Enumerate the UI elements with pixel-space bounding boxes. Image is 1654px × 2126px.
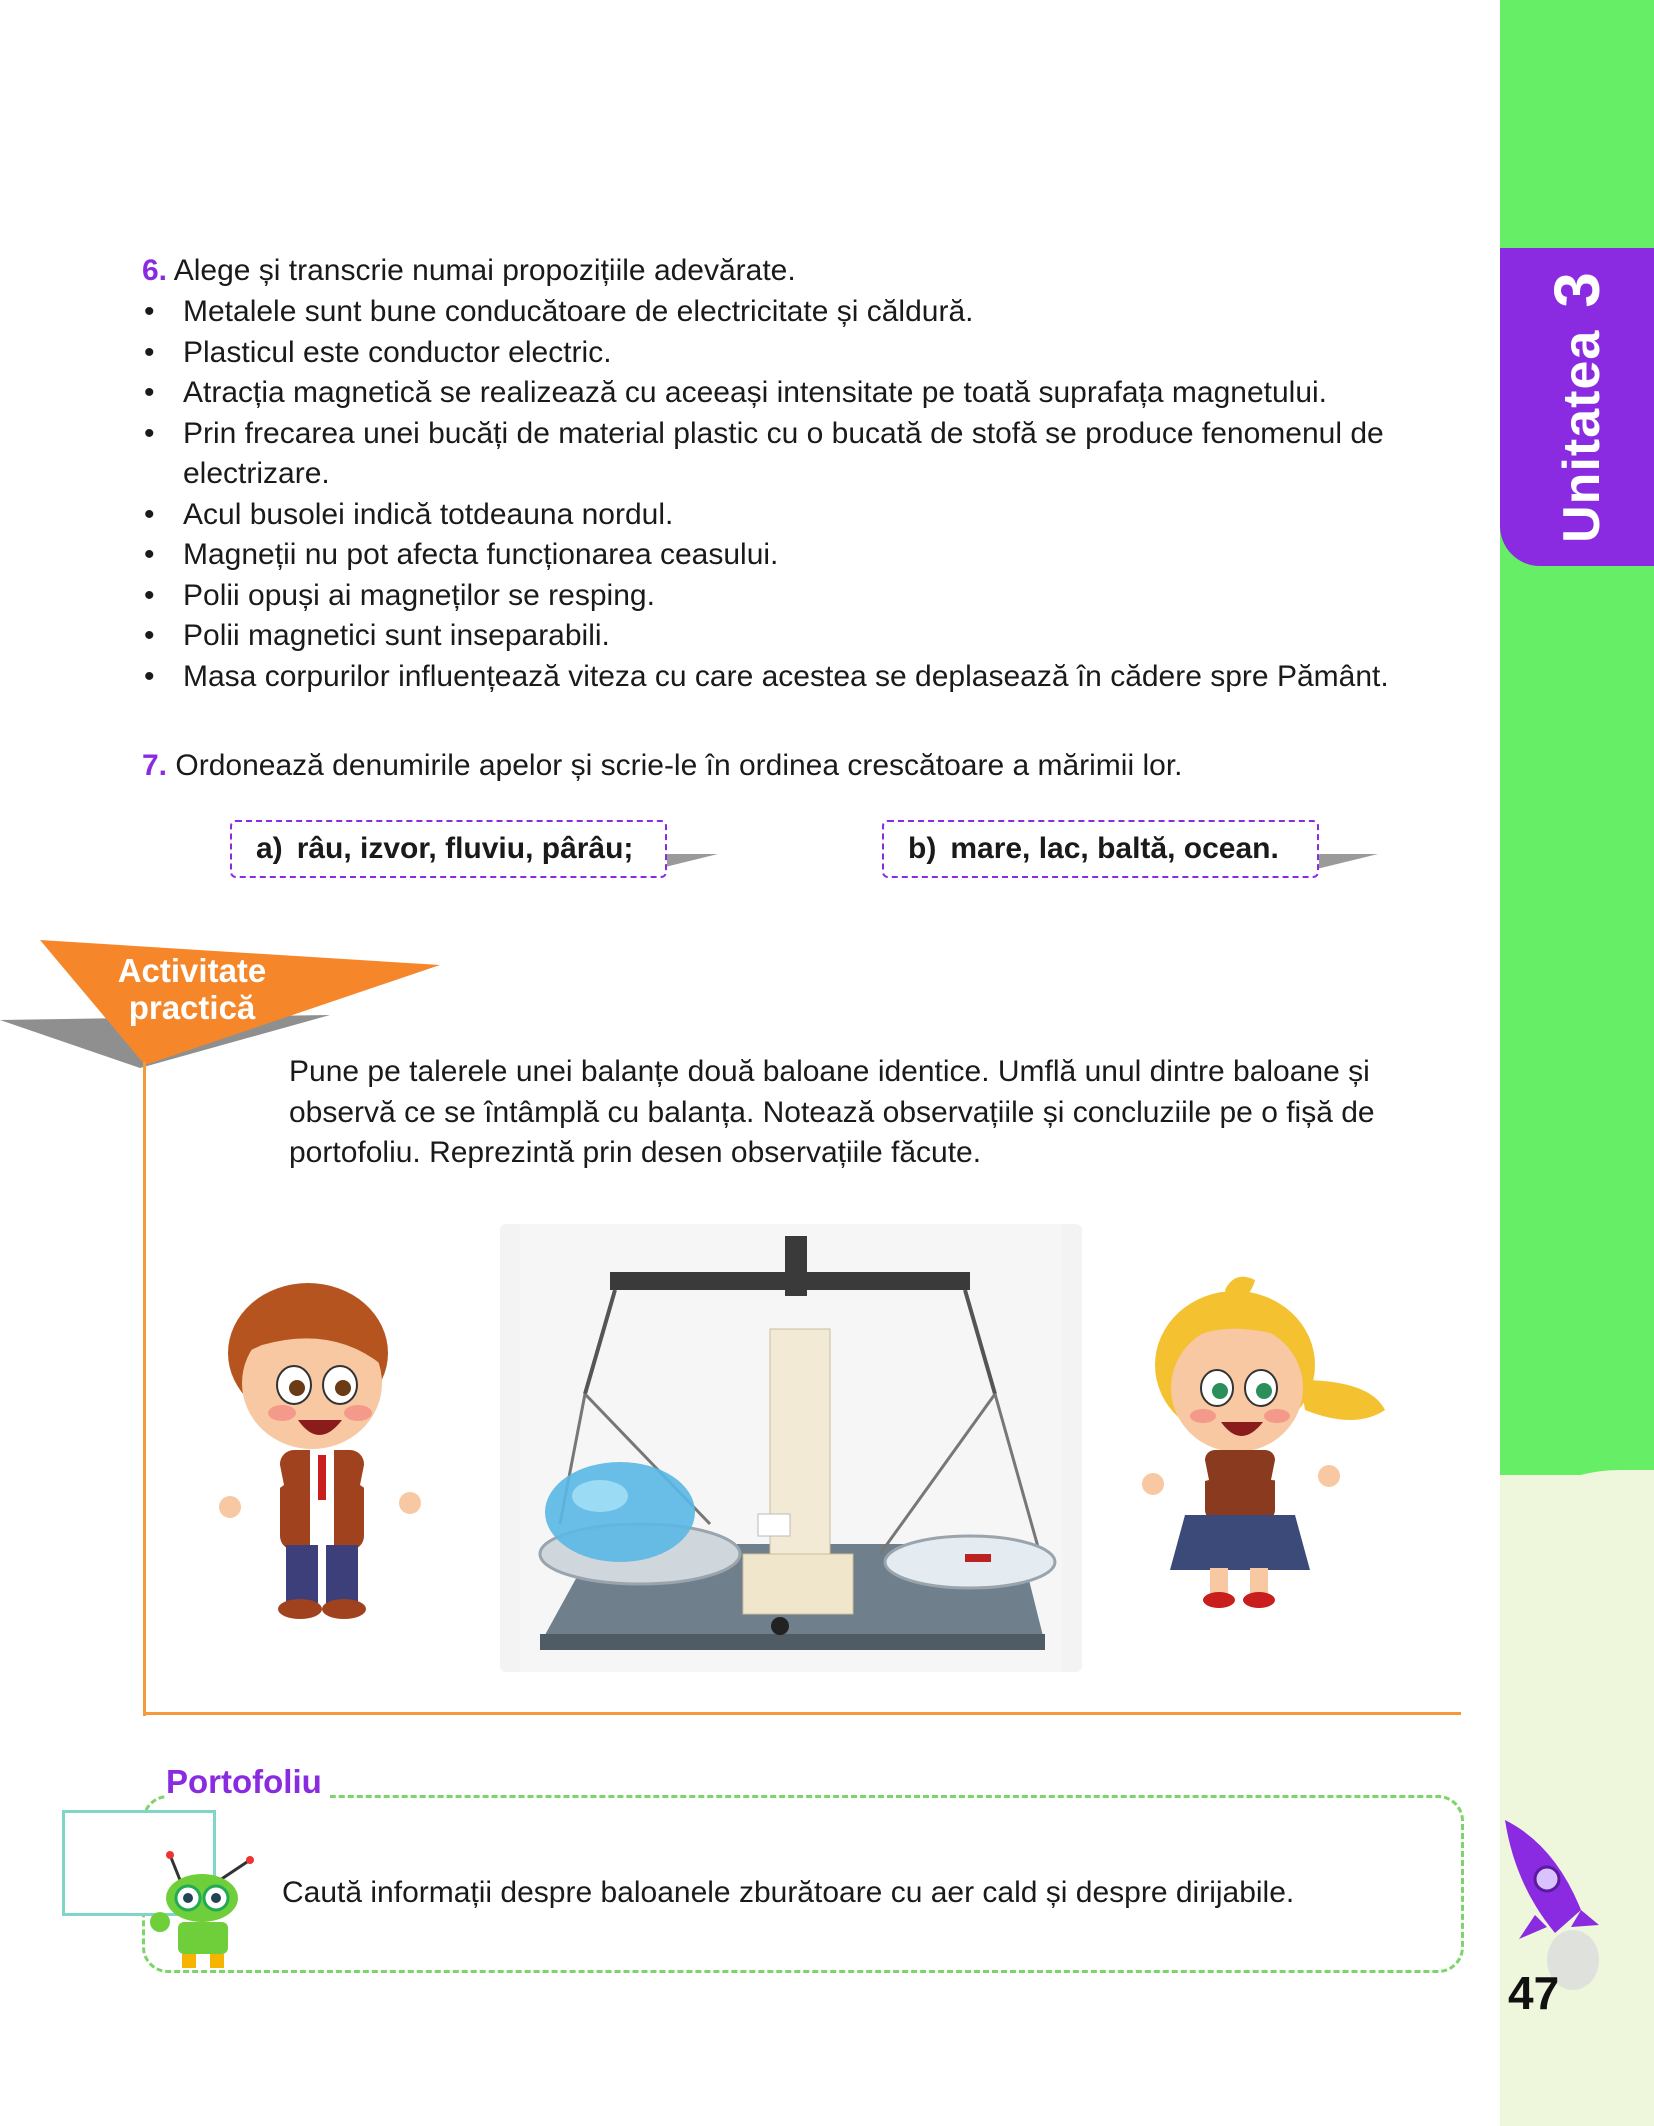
girl-illustration [1125,1270,1395,1620]
list-item: • Polii magnetici sunt inseparabili. [142,616,1482,657]
unit-tab [1500,248,1654,566]
exercise-6-list [142,292,1482,697]
exercise-6-heading [142,251,796,292]
balance-scale-image [500,1224,1082,1672]
unit-label [1540,271,1614,543]
list-item: • Atracția magnetică se realizează cu aceeași intensitate pe toată suprafața magnetului. [142,373,1482,414]
list-item: • Acul busolei indică totdeauna nordul. [142,495,1482,536]
exercise-7-heading [142,746,1182,787]
answer-box-b-label: b) [908,832,937,865]
list-item: • Polii opuși ai magneților se resping. [142,576,1482,617]
page-number: 47 [1508,1967,1560,2019]
unit-label-text: Unitatea [1553,329,1611,543]
activity-banner-line1: Activitate [117,952,267,989]
exercise-6-prompt: Alege și transcrie numai propozițiile adevărate. [173,254,796,287]
list-item: • Prin frecarea unei bucăți de material plastic cu o bucată de stofă se produce fenomenul de electrizare. [142,414,1482,495]
activity-bottom-border [143,1712,1461,1715]
list-item: • Masa corpurilor influențează viteza cu care acestea se deplasează în cădere spre Pământ. [142,657,1482,698]
boy-illustration [212,1275,432,1625]
activity-banner-line2: practică [128,989,256,1026]
activity-text: Pune pe talerele unei balanțe două baloane identice. Umflă unul dintre baloane și observă ce se întâmplă cu balanța. Notează observațiile și concluziile pe o fișă de portofoliu. Reprezintă prin desen observațiile făcute. [289,1055,1375,1169]
unit-number: 3 [1541,271,1613,308]
activity-left-border [143,1062,146,1716]
answer-box-a-label: a) [256,832,283,865]
exercise-6-number: 6. [142,254,168,287]
balance-photo [500,1224,1082,1672]
list-item: • Plasticul este conductor electric. [142,333,1482,374]
list-item: • Metalele sunt bune conducătoare de electricitate și căldură. [142,292,1482,333]
list-item: • Magneții nu pot afecta funcționarea ceasului. [142,535,1482,576]
robot-icon [140,1850,270,1970]
activity-banner [0,940,450,1070]
answer-box-a-text: râu, izvor, fluviu, pârâu; [296,832,634,865]
exercise-7-number: 7. [142,749,168,782]
exercise-7-prompt: Ordonează denumirile apelor și scrie-le în ordinea crescătoare a mărimii lor. [175,749,1183,782]
answer-box-b [882,820,1319,878]
portfolio-text: Caută informații despre baloanele zburătoare cu aer cald și despre dirijabile. [282,1876,1295,1909]
portfolio-title: Portofoliu [166,1763,330,1801]
answer-box-b-text: mare, lac, baltă, ocean. [950,832,1279,865]
answer-box-a [230,820,667,878]
